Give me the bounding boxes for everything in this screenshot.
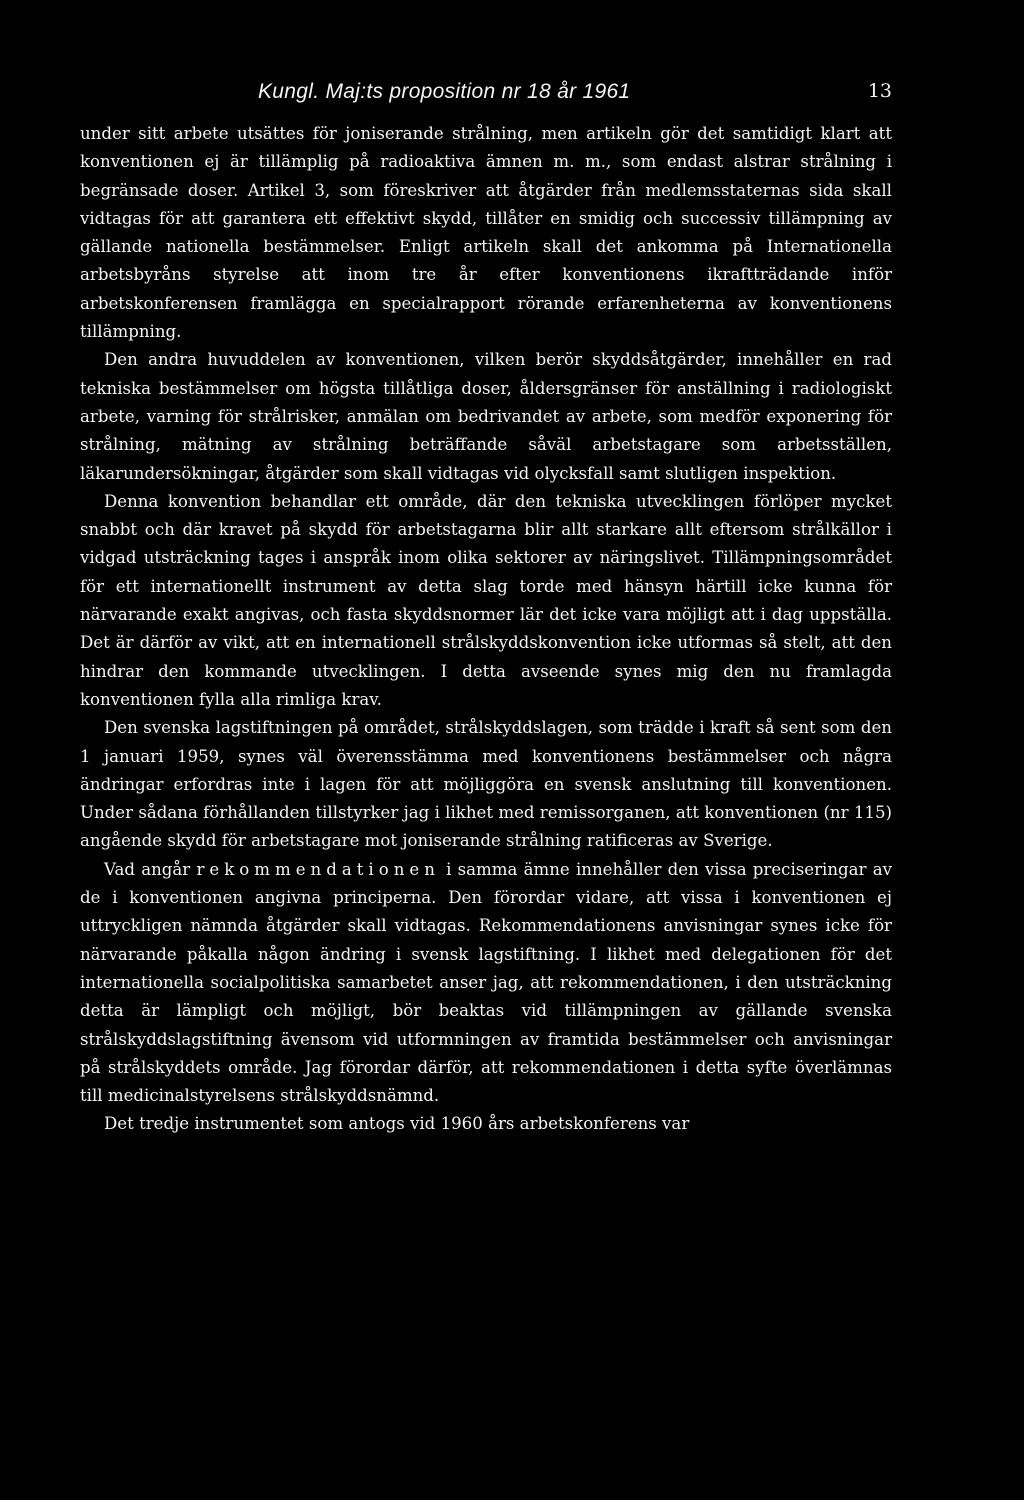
paragraph-4: Den svenska lagstiftningen på området, strålskyddslagen, som trädde i kraft så sent som den 1 januari 1959, synes väl överensstämma med konventionens bestämmelser och några ändringar erfordras inte i lagen för att möjliggöra en svensk anslutning till konventionen. Under sådana förhållanden tillstyrker jag i likhet med remissorganen, att konventionen (nr 115) angående skydd för arbetstagare mot joniserande strålning ratificeras av Sverige. xyxy=(80,718,892,851)
paragraph-5-emphasis: rekommendationen xyxy=(196,859,440,879)
paragraph-3: Denna konvention behandlar ett område, där den tekniska utvecklingen förlöper mycket snabbt och där kravet på skydd för arbetstagarna blir allt starkare allt eftersom strålkällor i vidgad utsträckning tages i anspråk inom olika sektorer av näringslivet. Tillämpningsområdet för ett internationellt instrument av detta slag torde med hänsyn härtill icke kunna för närvarande exakt angivas, och fasta skyddsnormer lär det icke vara möjligt att i dag uppställa. Det är därför av vikt, att en internationell strålskyddskonvention icke utformas så stelt, att den hindrar den kommande utvecklingen. I detta avseende synes mig den nu framlagda konventionen fylla alla rimliga krav. xyxy=(80,491,892,709)
document-page xyxy=(80,80,892,1139)
body-text xyxy=(80,120,892,1139)
page-header xyxy=(80,80,892,120)
running-title: Kungl. Maj:ts proposition nr 18 år 1961 xyxy=(258,80,631,103)
paragraph-1: under sitt arbete utsättes för joniserande strålning, men artikeln gör det samtidigt klart att konventionen ej är tillämplig på radioaktiva ämnen m. m., som endast alstrar strålning i begränsade doser. Artikel 3, som föreskriver att åtgärder från medlemsstaternas sida skall vidtagas för att garantera ett effektivt skydd, tillåter en smidig och successiv tillämpning av gällande nationella bestämmelser. Enligt artikeln skall det ankomma på Internationella arbetsbyråns styrelse att inom tre år efter konventionens ikraftträdande inför arbetskonferensen framlägga en specialrapport rörande erfarenheterna av konventionens tillämpning. xyxy=(80,124,892,342)
page-number: 13 xyxy=(867,80,892,102)
paragraph-6: Det tredje instrumentet som antogs vid 1960 års arbetskonferens var xyxy=(104,1114,690,1134)
paragraph-5 xyxy=(80,856,892,1111)
paragraph-5-lead: Vad angår xyxy=(104,859,197,879)
paragraph-5-rest: i samma ämne innehåller den vissa preciseringar av de i konventionen angivna principerna. Den förordar vidare, att vissa i konventionen ej uttryckligen nämnda åtgärder skall vidtagas. Rekommendationens anvisningar synes icke för närvarande påkalla någon ändring i svensk lagstiftning. I likhet med delegationen för det internationella socialpolitiska samarbetet anser jag, att rekommendationen, i den utsträckning detta är lämpligt och möjligt, bör beaktas vid tillämpningen av gällande svenska strålskyddslagstiftning ävensom vid utformningen av framtida bestämmelser och anvisningar på strålskyddets område. Jag förordar därför, att rekommendationen i detta syfte överlämnas till medicinalstyrelsens strålskyddsnämnd. xyxy=(80,859,892,1106)
paragraph-2: Den andra huvuddelen av konventionen, vilken berör skyddsåtgärder, innehåller en rad tekniska bestämmelser om högsta tillåtliga doser, åldersgränser för anställning i radiologiskt arbete, varning för strålrisker, anmälan om bedrivandet av arbete, som medför exponering för strålning, mätning av strålning beträffande såväl arbetstagare som arbetsställen, läkarundersökningar, åtgärder som skall vidtagas vid olycksfall samt slutligen inspektion. xyxy=(80,350,892,483)
